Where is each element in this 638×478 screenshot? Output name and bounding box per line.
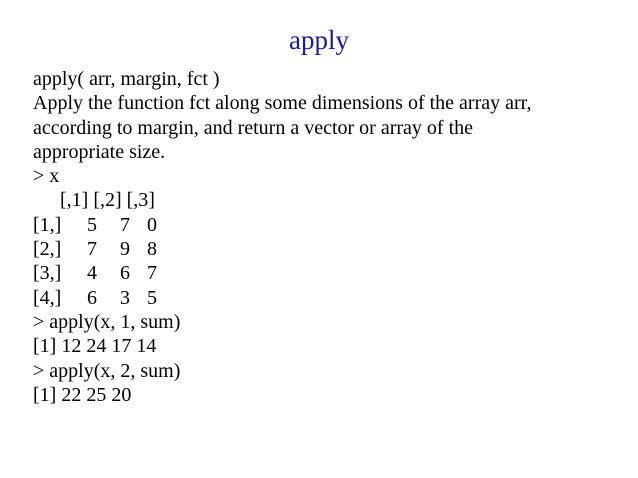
- matrix-cell: 6: [120, 262, 130, 285]
- matrix-header-row: [33, 188, 613, 212]
- function-signature: apply( arr, margin, fct ): [33, 68, 220, 90]
- matrix-cell: 7: [87, 238, 97, 261]
- matrix-row-label: [1,]: [33, 213, 62, 236]
- command-apply-columns: > apply(x, 2, sum): [33, 359, 181, 382]
- command-apply-rows: > apply(x, 1, sum): [33, 310, 181, 333]
- matrix-cell: 7: [120, 213, 130, 236]
- matrix-cell: 0: [147, 213, 157, 236]
- description-line-1: Apply the function fct along some dimensions of the array arr,: [33, 92, 532, 115]
- matrix-cell: 8: [147, 238, 157, 261]
- matrix-row: [33, 286, 613, 310]
- command-print-x: > x: [33, 165, 60, 188]
- matrix-row-label: [2,]: [33, 238, 62, 261]
- result-apply-columns: [1] 22 25 20: [33, 383, 132, 406]
- matrix-output: [33, 188, 613, 309]
- result-apply-rows: [1] 12 24 17 14: [33, 335, 157, 358]
- matrix-column-headers: [,1] [,2] [,3]: [60, 189, 155, 212]
- description-line-3: appropriate size.: [33, 140, 166, 163]
- matrix-row: [33, 261, 613, 285]
- slide-body: [33, 67, 613, 407]
- description-line-2: according to margin, and return a vector or array of the: [33, 116, 473, 139]
- slide-title: apply: [289, 25, 349, 55]
- matrix-row: [33, 213, 613, 237]
- matrix-row-label: [4,]: [33, 286, 62, 309]
- matrix-cell: 5: [87, 213, 97, 236]
- matrix-cell: 7: [147, 262, 157, 285]
- matrix-cell: 4: [87, 262, 97, 285]
- matrix-cell: 5: [147, 286, 157, 309]
- matrix-row-label: [3,]: [33, 262, 62, 285]
- matrix-cell: 3: [120, 286, 130, 309]
- matrix-cell: 6: [87, 286, 97, 309]
- matrix-cell: 9: [120, 238, 130, 261]
- matrix-row: [33, 237, 613, 261]
